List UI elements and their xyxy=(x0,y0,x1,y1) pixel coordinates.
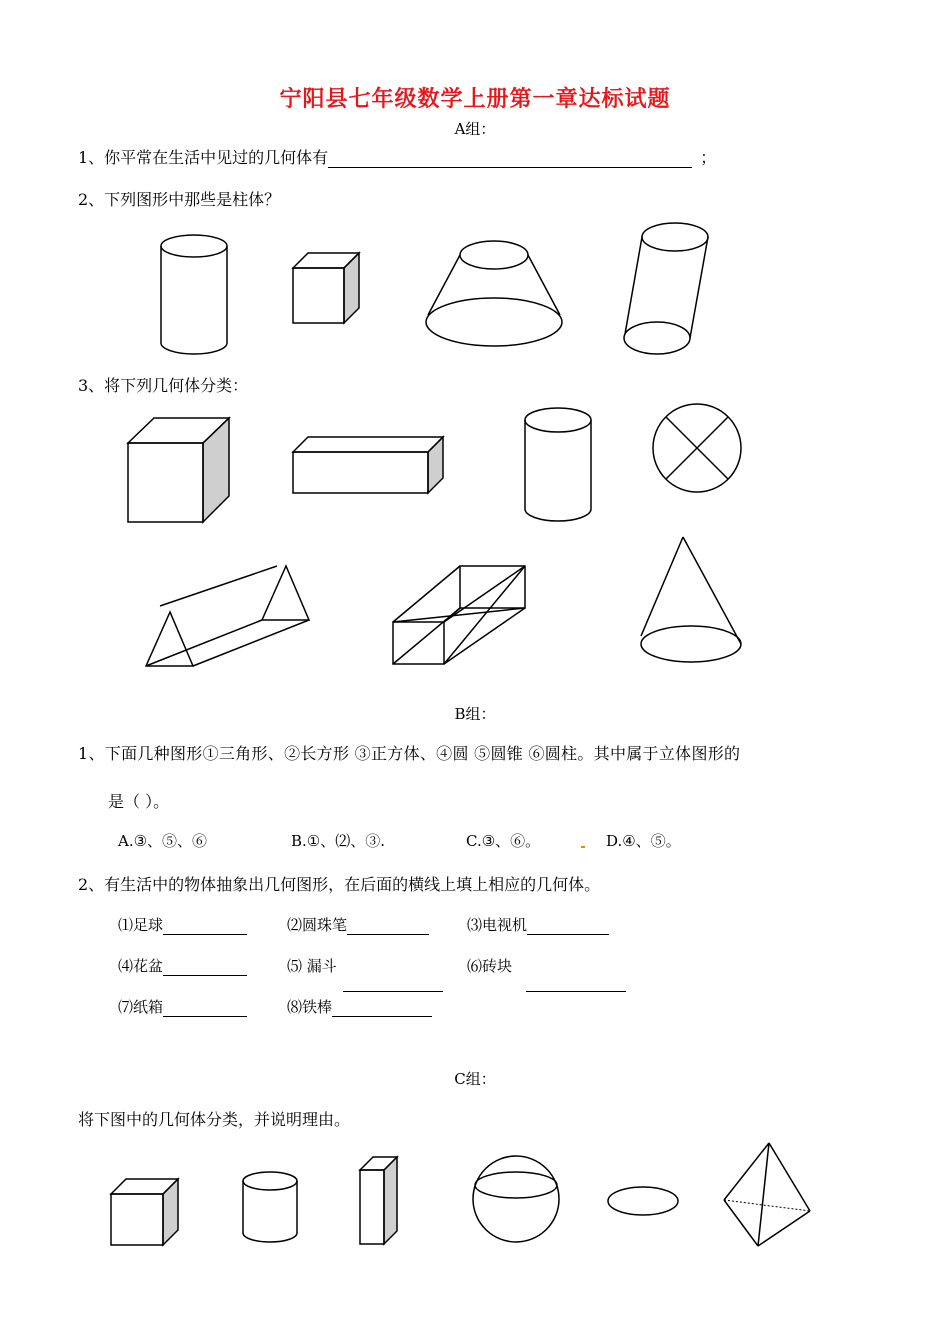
group-a-label: A组： xyxy=(454,120,496,138)
sphere-figure xyxy=(473,1156,559,1242)
group-b-label: B组： xyxy=(454,705,496,723)
item-label: ⑵圆珠笔 xyxy=(287,916,348,934)
cube-figure xyxy=(111,1179,178,1245)
option-d[interactable]: D.④、⑤。 xyxy=(606,832,681,850)
a-question-1-text: 1、你平常在生活中见过的几何体有 xyxy=(78,148,329,167)
ellipse-figure xyxy=(608,1187,678,1215)
c-question: 将下图中的几何体分类，并说明理由。 xyxy=(78,1110,351,1129)
option-b[interactable]: B.①、⑵、③. xyxy=(291,832,386,850)
option-c[interactable]: C.③、⑥。 xyxy=(466,832,541,850)
a-question-2: 2、下列图形中那些是柱体？ xyxy=(78,190,281,209)
a-question-3: 3、将下列几何体分类： xyxy=(78,376,249,395)
item-label: ⑺纸箱 xyxy=(118,998,164,1016)
item-brick-label: ⑹砖块 xyxy=(467,957,513,975)
b-question-2: 2、有生活中的物体抽象出几何图形，在后面的横线上填上相应的几何体。 xyxy=(78,875,601,894)
group-c-label: C组： xyxy=(454,1070,496,1088)
a-question-1-tail: ； xyxy=(700,148,717,167)
page-title: 宁阳县七年级数学上册第一章达标试题 xyxy=(279,87,671,112)
option-a[interactable]: A.③、⑤、⑥ xyxy=(118,832,208,850)
cylinder-figure xyxy=(243,1172,297,1242)
b-question-1: 1、下面几种图形①三角形、②长方形 ③正方体、④圆 ⑤圆锥 ⑥圆柱。其中属于立体图形的 xyxy=(78,744,741,763)
tetrahedron-figure xyxy=(724,1143,810,1246)
item-label: ⑻铁棒 xyxy=(287,998,333,1016)
item-funnel-label: ⑸ 漏斗 xyxy=(287,957,337,975)
item-label: ⑶电视机 xyxy=(467,916,528,934)
b-question-1-line2: 是（ ）。 xyxy=(108,792,170,811)
item-label: ⑷花盆 xyxy=(118,957,164,975)
item-label: ⑴足球 xyxy=(118,916,164,934)
tall-cuboid-figure xyxy=(360,1157,397,1244)
